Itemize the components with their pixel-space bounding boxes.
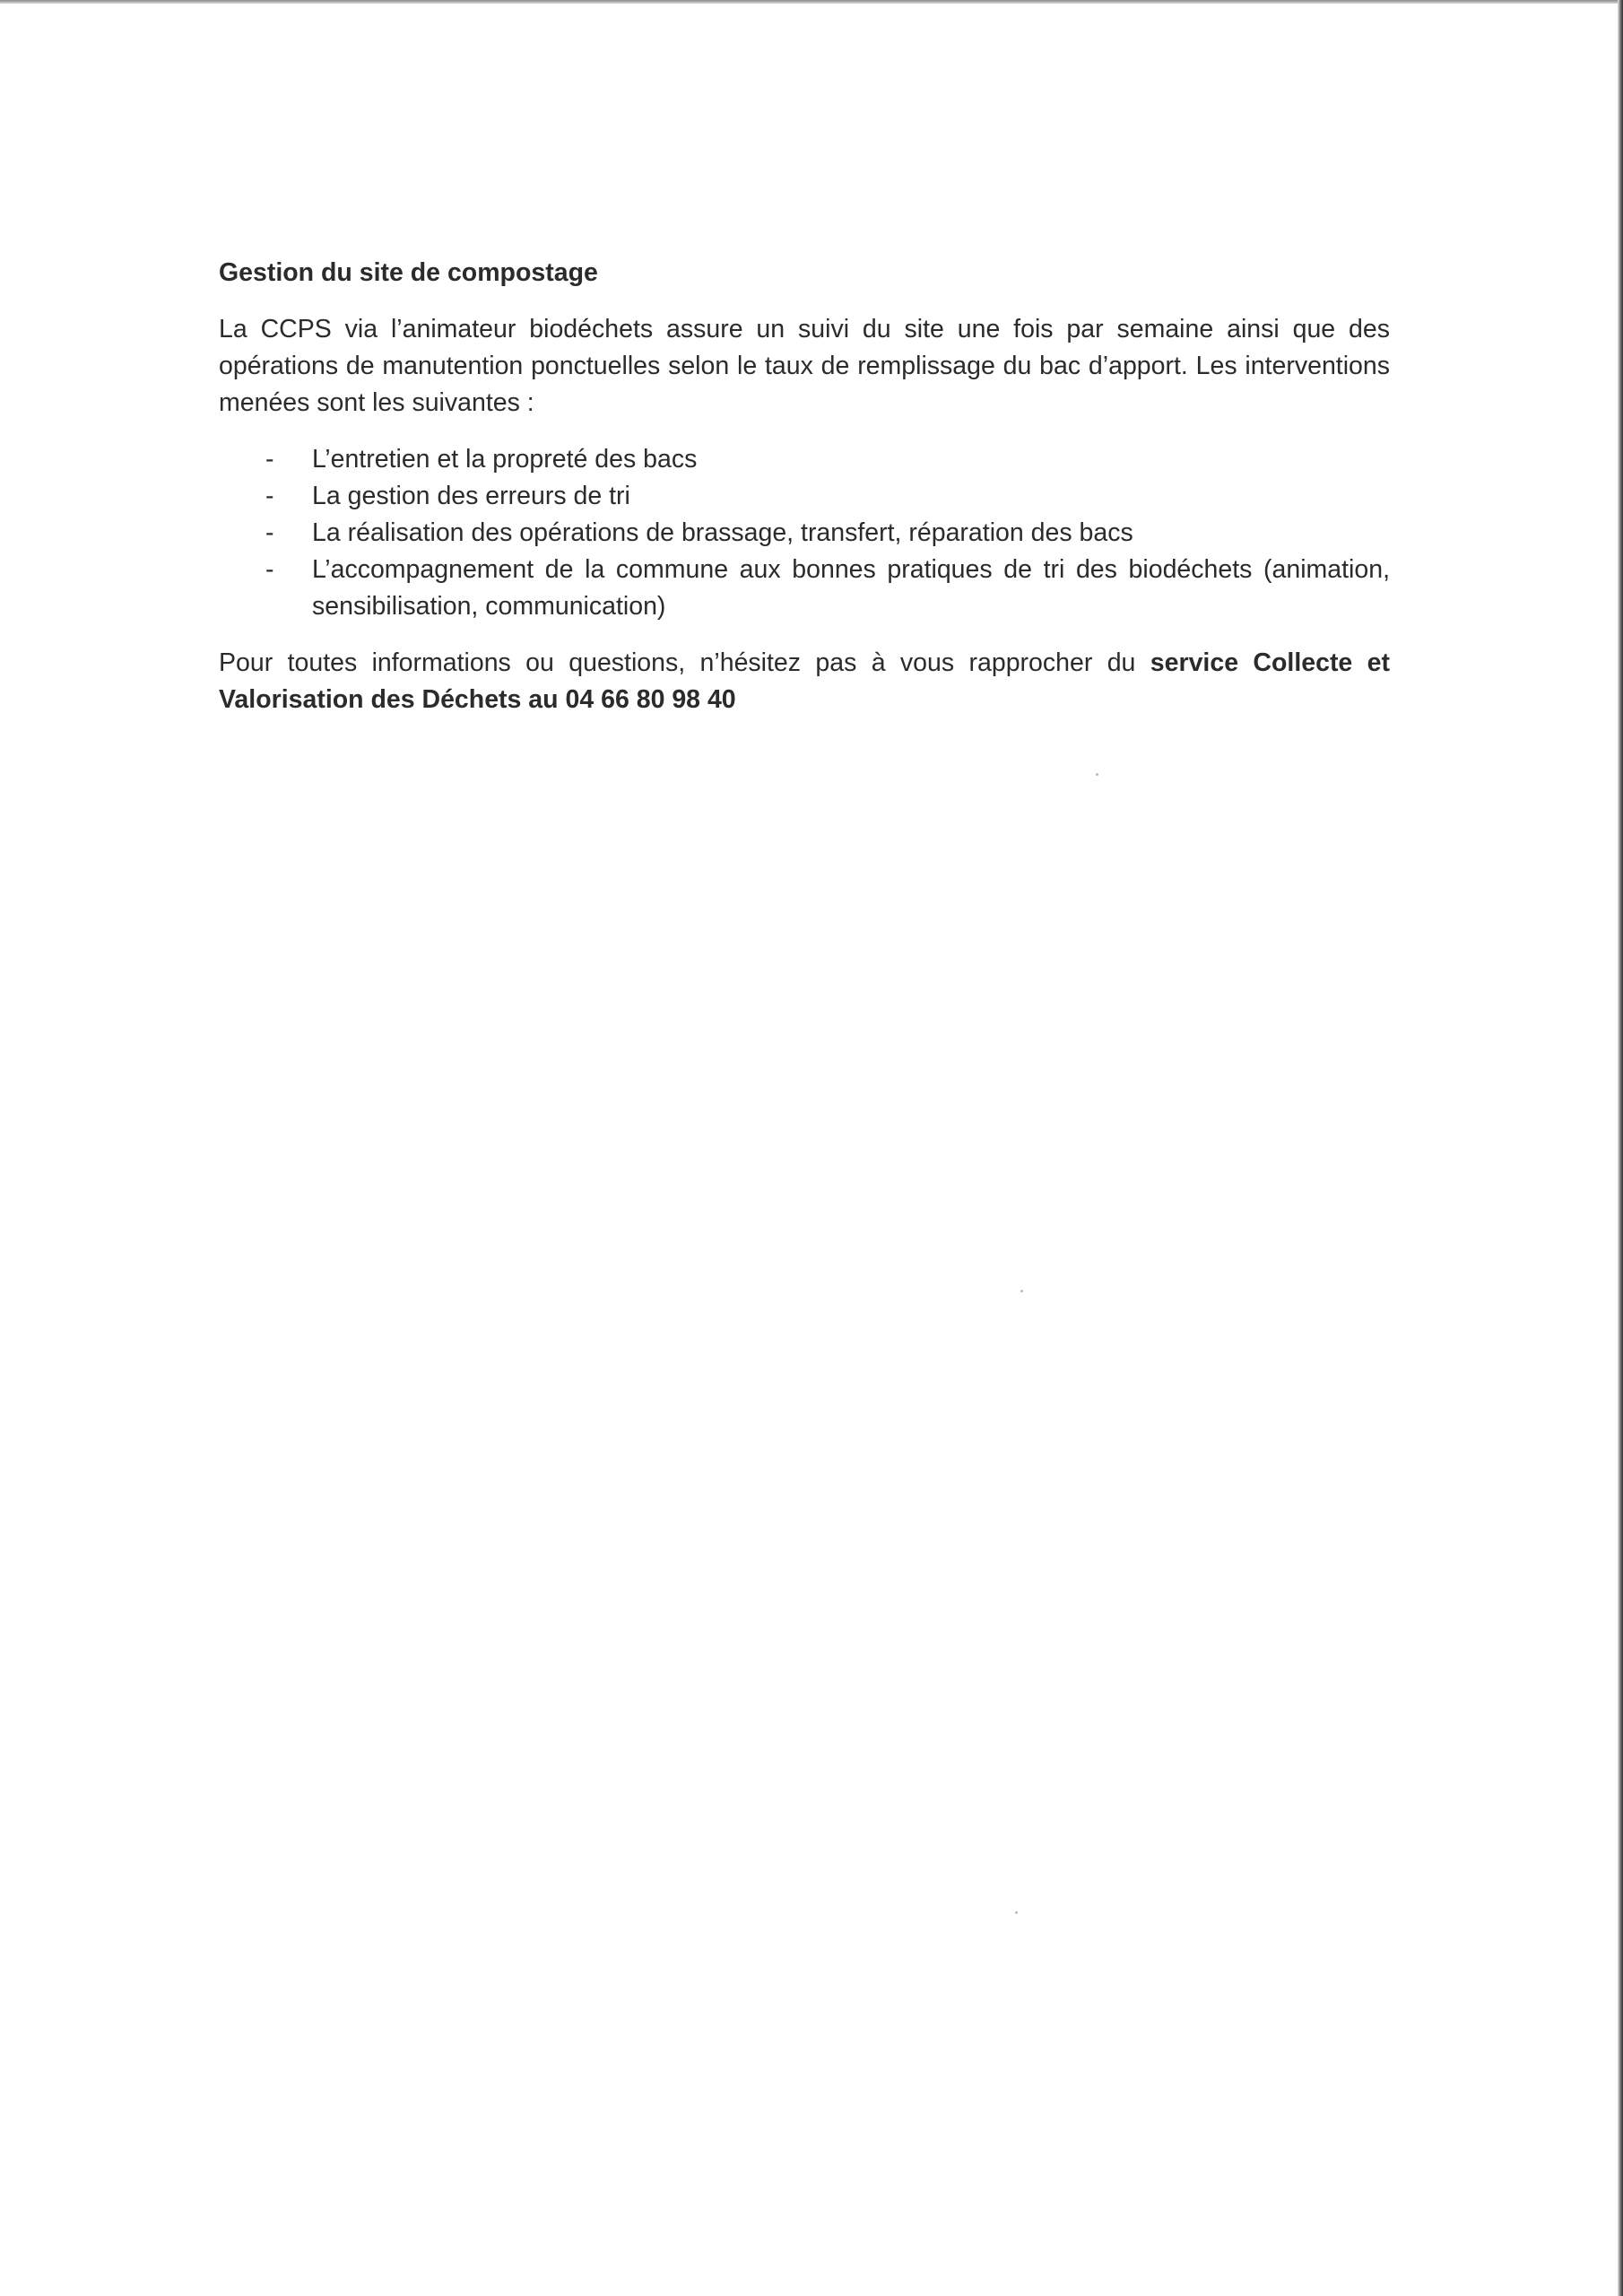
interventions-list [219,441,1390,625]
intro-paragraph: La CCPS via l’animateur biodéchets assure un suivi du site une fois par semaine ainsi que des opérations de manutention ponctuelles selon le taux de remplissage du bac d’apport. Les interventions menées sont les suivantes : [219,315,1390,417]
list-dash: - [265,445,274,474]
document-page [219,255,1390,738]
contact-paragraph [219,645,1390,718]
list-item [219,552,1390,625]
scan-right-edge [1618,0,1623,2296]
scan-top-edge [0,0,1623,4]
list-item-text: La réalisation des opérations de brassage, transfert, réparation des bacs [312,518,1133,547]
scan-speck [1096,773,1098,776]
list-item [219,441,1390,478]
list-dash: - [265,518,274,547]
contact-text: Pour toutes informations ou questions, n’hésitez pas à vous rapprocher du [219,648,1150,677]
list-item-text: L’entretien et la propreté des bacs [312,445,698,474]
scan-speck [1015,1911,1018,1914]
section-heading: Gestion du site de compostage [219,258,598,287]
list-item-text: L’accompagnement de la commune aux bonnes pratiques de tri des biodéchets (animation, sensibilisation, communication) [312,555,1390,621]
list-item [219,515,1390,552]
list-dash: - [265,482,274,510]
scan-speck [1020,1290,1023,1292]
contact-service: service Collecte et Valorisation des Déchets au 04 66 80 98 40 [219,648,1390,714]
list-item [219,478,1390,515]
list-dash: - [265,555,274,584]
list-item-text: La gestion des erreurs de tri [312,482,630,510]
